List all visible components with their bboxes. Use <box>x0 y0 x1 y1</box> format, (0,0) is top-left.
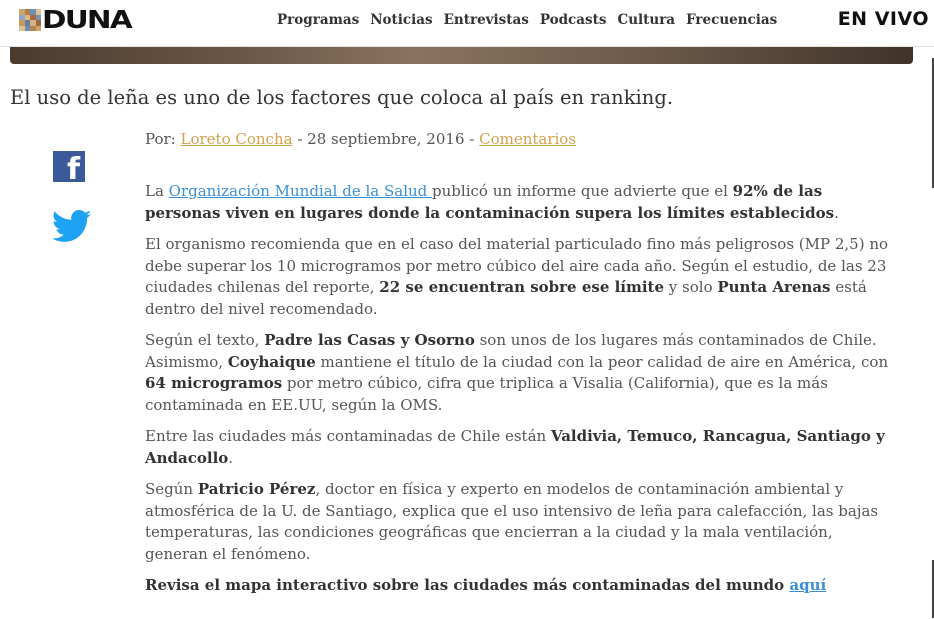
facebook-icon: f <box>66 152 80 182</box>
text: mantiene el título de la ciudad con la peor calidad de aire en América, con <box>315 352 889 371</box>
nav-noticias[interactable]: Noticias <box>370 12 433 28</box>
text: Según el texto, <box>145 331 265 349</box>
text: . <box>834 203 839 222</box>
bold-text: Patricio Pérez <box>197 480 316 498</box>
author-link[interactable]: Loreto Concha <box>180 130 293 148</box>
text: . <box>228 448 234 467</box>
article-subtitle: El uso de leña es uno de los factores que coloca al país en ranking. <box>10 86 674 109</box>
twitter-icon <box>52 209 92 244</box>
paragraph-6 <box>145 575 893 597</box>
text: , doctor en física y experto en modelos de contaminación ambiental y atmosférica de la U. de Santiago, explica que el uso intensivo de leña para calefacción, las bajas temperaturas, las condiciones geográficas que encierran a la ciudad y la mala ventilación, generan el fenómeno. <box>145 480 879 563</box>
paragraph-3 <box>145 330 893 416</box>
facebook-share-button[interactable] <box>53 151 85 182</box>
article-body <box>145 181 893 607</box>
article-byline <box>145 130 576 148</box>
nav-entrevistas[interactable]: Entrevistas <box>443 12 529 28</box>
text: por metro cúbico, cifra que triplica a Visalia (California), que es la más contaminada en EE.UU, según la OMS. <box>145 374 828 414</box>
text: publicó un informe que advierte que el <box>432 182 733 200</box>
twitter-share-button[interactable] <box>52 209 92 244</box>
bold-text: Coyhaique <box>227 352 316 371</box>
bold-text: Valdivia, Temuco, Rancagua, Santiago y Andacollo <box>145 427 885 467</box>
byline-date: - 28 septiembre, 2016 - <box>292 130 480 148</box>
nav-programas[interactable]: Programas <box>277 12 360 28</box>
site-logo[interactable] <box>19 5 131 34</box>
nav-podcasts[interactable]: Podcasts <box>539 12 607 28</box>
logo-mosaic <box>19 9 41 31</box>
site-header <box>0 0 934 47</box>
byline-prefix: Por: <box>145 130 181 148</box>
comments-link[interactable]: Comentarios <box>479 130 577 148</box>
text: La <box>145 182 169 200</box>
nav-frecuencias[interactable]: Frecuencias <box>686 12 778 28</box>
paragraph-4 <box>145 426 893 469</box>
text: Según <box>145 480 198 498</box>
bold-text: Padre las Casas y Osorno <box>264 331 475 349</box>
text: El organismo recomienda que en el caso del material particulado fino más peligrosos (MP 2,5) no debe superar los 10 microgramos por metro cúbico del aire cada año. Según el estudio, de las 23 ciudades chilenas del reporte, <box>145 235 889 296</box>
bold-text: 92% de las personas viven en lugares donde la contaminación supera los límites establecidos <box>145 182 835 222</box>
live-button[interactable]: EN VIVO <box>837 8 929 30</box>
oms-link[interactable]: Organización Mundial de la Salud <box>168 182 433 200</box>
paragraph-5 <box>145 479 893 565</box>
paragraph-1 <box>145 181 893 224</box>
bold-text: 64 microgramos <box>145 374 283 392</box>
text: está dentro del nivel recomendado. <box>145 278 867 318</box>
text: son unos de los lugares más contaminados de Chile. Asimismo, <box>145 331 877 371</box>
text: Revisa el mapa interactivo sobre las ciudades más contaminadas del mundo <box>145 576 790 594</box>
bold-text: 22 se encuentran sobre ese límite <box>379 278 665 296</box>
bold-text: Punta Arenas <box>717 278 831 296</box>
main-nav <box>277 12 788 28</box>
text: Entre las ciudades más contaminadas de Chile están <box>145 427 551 445</box>
nav-cultura[interactable]: Cultura <box>617 12 676 28</box>
text: y solo <box>664 278 718 296</box>
paragraph-2 <box>145 234 893 320</box>
logo-text: DUNA <box>42 5 131 34</box>
map-link[interactable]: aquí <box>789 576 827 594</box>
logo-tile <box>36 26 42 32</box>
